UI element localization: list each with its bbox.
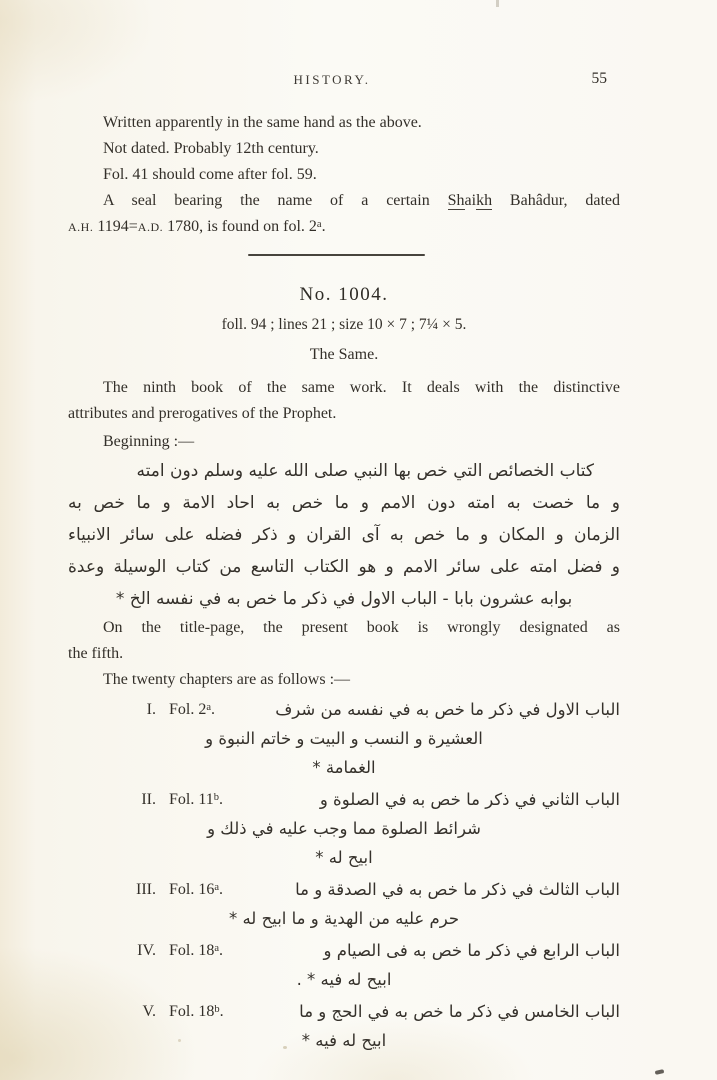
chapter-arabic-text: حرم عليه من الهدية و ما ابيح له * <box>228 909 460 928</box>
seal-text: 1194= <box>93 218 138 235</box>
previous-entry-continuation <box>68 110 620 240</box>
chapter-arabic-text: الباب الاول في ذكر ما خص به في نفسه من شرف <box>275 700 620 719</box>
seal-note-line <box>68 188 620 214</box>
chapter-folio-ref <box>169 936 247 965</box>
chapter-arabic-text: الباب الرابع في ذكر ما خص به فى الصيام و <box>323 941 620 960</box>
entry-description <box>68 375 620 427</box>
chapter-list <box>68 695 620 1055</box>
entry-number: No. 1004. <box>299 284 389 305</box>
beginning-label: Beginning :— <box>103 433 195 450</box>
chapter-folio-ref <box>169 997 247 1026</box>
chapter-item <box>68 695 620 782</box>
manuscript-size-line: foll. 94 ; lines 21 ; size 10 × 7 ; 7¼ × 5. <box>221 316 467 333</box>
era-abbreviation: A.D. <box>137 220 164 234</box>
chapters-intro: The twenty chapters are as follows :— <box>103 671 351 688</box>
seal-text: . <box>321 218 326 235</box>
prev-entry-line: Written apparently in the same hand as the above. <box>103 114 422 131</box>
chapter-numeral: V. <box>142 1003 156 1020</box>
chapter-arabic-text: ابيح له فيه * . <box>296 970 392 989</box>
chapter-arabic-text: ابيح له * <box>315 848 373 867</box>
prev-entry-line: Fol. 41 should come after fol. 59. <box>103 166 317 183</box>
scan-artifact-speck <box>655 1069 665 1075</box>
arabic-line: و فضل امته على سائر الامم و هو الكتاب التاسع من كتاب الوسيلة وعدة <box>68 557 620 577</box>
description-line: The ninth book of the same work. It deals with the distinctive <box>103 379 620 396</box>
arabic-line: كتاب الخصائص التي خص بها النبي صلى الله عليه وسلم دون امته <box>136 461 594 481</box>
folio-number: Fol. 11 <box>169 791 214 808</box>
title-page-note <box>68 615 620 667</box>
transliteration-underline: kh <box>476 192 493 209</box>
chapter-item <box>68 785 620 872</box>
page-number: 55 <box>591 70 607 87</box>
note-line: On the title-page, the present book is wrongly designated as <box>103 619 620 636</box>
description-line: attributes and prerogatives of the Prophet. <box>68 405 337 422</box>
scan-artifact-speck <box>178 1039 181 1042</box>
chapter-folio-ref <box>169 875 247 904</box>
chapter-arabic-text: العشيرة و النسب و البيت و خاتم النبوة و <box>205 729 483 748</box>
folio-period: . <box>219 881 224 898</box>
seal-text: Bahâdur, dated <box>492 192 621 209</box>
folio-number: Fol. 18 <box>169 1003 215 1020</box>
seal-text: 1780, is found on fol. 2 <box>163 218 317 235</box>
folio-number: Fol. 18 <box>169 942 215 959</box>
chapter-item <box>68 997 620 1055</box>
seal-text: ai <box>464 192 477 209</box>
text-block <box>68 72 620 1055</box>
folio-superscript: a <box>316 219 322 230</box>
section-title: HISTORY. <box>293 72 371 87</box>
folio-period: . <box>211 701 216 718</box>
chapter-item <box>68 875 620 933</box>
arabic-line: و ما خصت به امته دون الامم و ما خص به احاد الامة و ما خص به <box>68 493 620 513</box>
folio-superscript: b <box>213 792 219 803</box>
chapter-numeral: III. <box>136 881 156 898</box>
chapter-arabic-text: شرائط الصلوة مما وجب عليه في ذلك و <box>207 819 481 838</box>
seal-note-line <box>68 214 620 240</box>
scan-artifact-speck <box>283 1046 287 1049</box>
beginning-arabic-text <box>68 455 620 615</box>
folio-period: . <box>219 1003 224 1020</box>
folio-period: . <box>219 942 224 959</box>
folio-number: Fol. 16 <box>169 881 215 898</box>
prev-entry-line: Not dated. Probably 12th century. <box>103 140 319 157</box>
entry-divider-rule <box>248 254 425 256</box>
folio-superscript: a <box>214 943 220 954</box>
scan-artifact-tick <box>496 0 499 7</box>
chapter-arabic-text: ابيح له فيه * <box>301 1031 387 1050</box>
entry-title: The Same. <box>309 346 379 363</box>
running-header <box>68 72 620 90</box>
folio-period: . <box>219 791 223 808</box>
chapter-arabic-text: الغمامة * <box>312 758 376 777</box>
arabic-line: بوابه عشرون بابا - الباب الاول في ذكر ما خص به في نفسه الخ * <box>115 589 573 609</box>
chapter-head <box>68 785 620 814</box>
chapter-numeral: II. <box>141 791 156 808</box>
chapter-arabic-text: الباب الثاني في ذكر ما خص به في الصلوة و <box>319 790 620 809</box>
arabic-line: الزمان و المكان و ما خص به آى القران و ذكر فضله على سائر الانبياء <box>68 525 620 545</box>
folio-superscript: b <box>214 1004 220 1015</box>
chapter-head <box>68 875 620 904</box>
chapter-head <box>68 936 620 965</box>
seal-text: A seal bearing the name of a certain <box>103 192 448 209</box>
folio-superscript: a <box>206 702 212 713</box>
chapter-folio-ref <box>169 785 247 814</box>
folio-number: Fol. 2 <box>169 701 207 718</box>
chapter-numeral: I. <box>146 701 156 718</box>
chapter-numeral: IV. <box>137 942 156 959</box>
folio-superscript: a <box>214 882 220 893</box>
transliteration-underline: Sh <box>447 192 465 209</box>
chapter-head <box>68 997 620 1026</box>
chapter-item <box>68 936 620 994</box>
chapter-folio-ref <box>169 695 247 724</box>
chapter-arabic-text: الباب الثالث في ذكر ما خص به في الصدقة و ما <box>295 880 620 899</box>
note-line: the fifth. <box>68 645 124 662</box>
chapter-arabic-text: الباب الخامس في ذكر ما خص به في الحج و ما <box>299 1002 620 1021</box>
era-abbreviation: A.H. <box>68 220 94 234</box>
chapter-head <box>68 695 620 724</box>
